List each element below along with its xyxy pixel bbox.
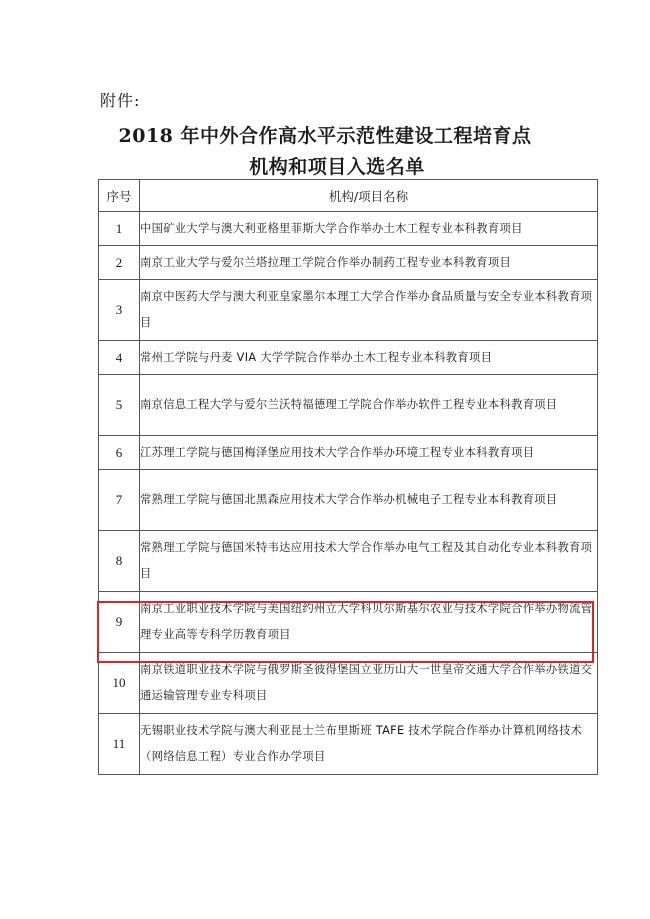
table-row (99, 470, 598, 531)
document-subtitle: 机构和项目入选名单 (249, 156, 425, 178)
document-title: 2018 年中外合作高水平示范性建设工程培育点 (118, 125, 532, 147)
table-row (99, 714, 598, 775)
header-number: 序号 (99, 180, 140, 212)
row-number: 6 (99, 436, 140, 470)
row-name: 南京工业大学与爱尔兰塔拉理工学院合作举办制药工程专业本科教育项目 (140, 246, 598, 280)
table-row (99, 375, 598, 436)
row-number: 10 (99, 653, 140, 714)
table-row (99, 341, 598, 375)
row-name: 常熟理工学院与德国米特韦达应用技术大学合作举办电气工程及其自动化专业本科教育项目 (140, 531, 598, 592)
table-row (99, 280, 598, 341)
row-name: 常熟理工学院与德国北黑森应用技术大学合作举办机械电子工程专业本科教育项目 (140, 470, 598, 531)
header-name: 机构/项目名称 (140, 180, 598, 212)
row-name: 南京中医药大学与澳大利亚皇家墨尔本理工大学合作举办食品质量与安全专业本科教育项目 (140, 280, 598, 341)
row-name: 无锡职业技术学院与澳大利亚昆士兰布里斯班 TAFE 技术学院合作举办计算机网络技术（网络信息工程）专业合作办学项目 (140, 714, 598, 775)
row-number: 9 (99, 592, 140, 653)
attachment-label: 附件: (100, 91, 141, 110)
row-name: 南京工业职业技术学院与美国纽约州立大学科贝尔斯基尔农业与技术学院合作举办物流管理专业高等专科学历教育项目 (140, 592, 598, 653)
row-number: 2 (99, 246, 140, 280)
table-row (99, 212, 598, 246)
row-name: 中国矿业大学与澳大利亚格里菲斯大学合作举办土木工程专业本科教育项目 (140, 212, 598, 246)
table-row (99, 531, 598, 592)
row-name: 江苏理工学院与德国梅泽堡应用技术大学合作举办环境工程专业本科教育项目 (140, 436, 598, 470)
highlight-box (97, 601, 594, 663)
table-row (99, 246, 598, 280)
table-header-row (99, 180, 598, 212)
row-number: 4 (99, 341, 140, 375)
row-name: 常州工学院与丹麦 VIA 大学学院合作举办土木工程专业本科教育项目 (140, 341, 598, 375)
selection-table (98, 179, 598, 775)
row-name: 南京铁道职业技术学院与俄罗斯圣彼得堡国立亚历山大一世皇帝交通大学合作举办铁道交通运输管理专业专科项目 (140, 653, 598, 714)
row-number: 5 (99, 375, 140, 436)
row-number: 8 (99, 531, 140, 592)
row-number: 3 (99, 280, 140, 341)
row-number: 7 (99, 470, 140, 531)
row-number: 1 (99, 212, 140, 246)
table-row (99, 436, 598, 470)
row-number: 11 (99, 714, 140, 775)
row-name: 南京信息工程大学与爱尔兰沃特福德理工学院合作举办软件工程专业本科教育项目 (140, 375, 598, 436)
